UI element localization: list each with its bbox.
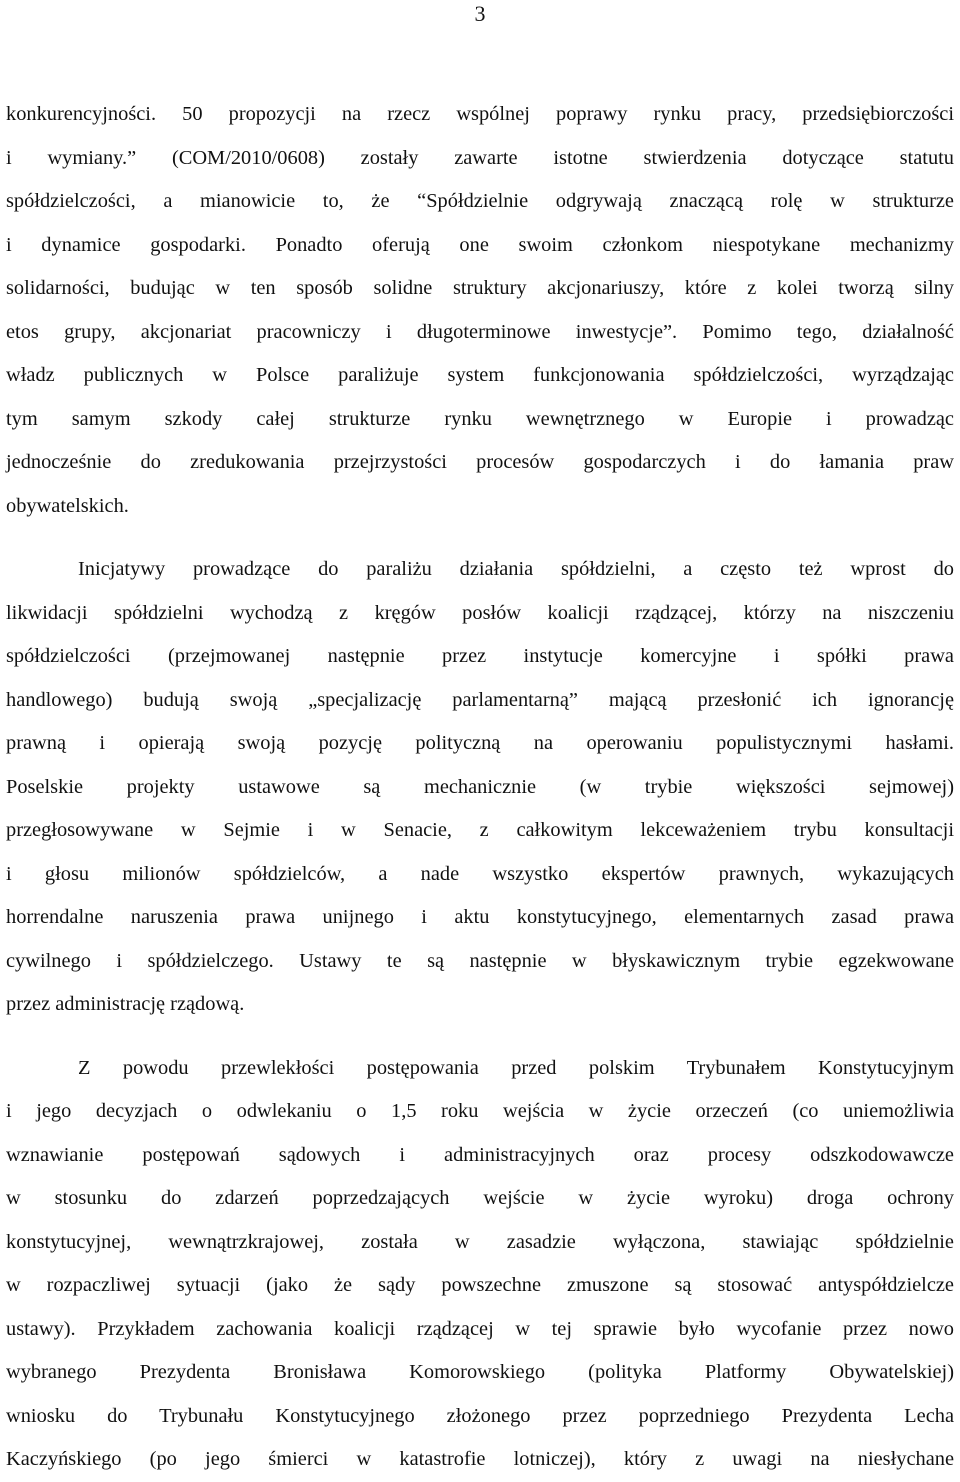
text-line: cywilnego i spółdzielczego. Ustawy te są następnie w błyskawicznym trybie egzekwowane bbox=[6, 949, 954, 972]
text-line: przez administrację rządową. bbox=[6, 993, 245, 1015]
text-line: i dynamice gospodarki. Ponadto oferują one swoim członkom niespotykane mechanizmy bbox=[6, 233, 954, 256]
text-line: obywatelskich. bbox=[6, 494, 129, 517]
text-line: spółdzielczości (przejmowanej następnie przez instytucje komercyjne i spółki prawa bbox=[6, 645, 954, 667]
text-line: jednocześnie do zredukowania przejrzystości procesów gospodarczych i do łamania praw bbox=[6, 451, 954, 473]
text-line: konkurencyjności. 50 propozycji na rzecz wspólnej poprawy rynku pracy, przedsiębiorczości bbox=[6, 103, 954, 125]
text-line: handlowego) budują swoją „specjalizację parlamentarną” mającą przesłonić ich ignorancję bbox=[6, 688, 954, 711]
text-line: solidarności, budując w ten sposób solidne struktury akcjonariuszy, które z kolei tworzą silny bbox=[6, 277, 954, 299]
text-line: ustawy). Przykładem zachowania koalicji rządzącej w tej sprawie było wycofanie przez nowo bbox=[6, 1317, 954, 1340]
text-line: prawną i opierają swoją pozycję polityczną na operowaniu populistycznymi hasłami. bbox=[6, 732, 954, 754]
text-line: Z powodu przewlekłości postępowania przed polskim Trybunałem Konstytucyjnym bbox=[78, 1056, 954, 1079]
text-line: przegłosowywane w Sejmie i w Senacie, z całkowitym lekceważeniem trybu konsultacji bbox=[6, 819, 954, 841]
document-body bbox=[6, 93, 954, 1482]
text-line: spółdzielczości, a mianowicie to, że “Spółdzielnie odgrywają znaczącą rolę w strukturze bbox=[6, 190, 954, 212]
text-line: horrendalne naruszenia prawa unijnego i aktu konstytucyjnego, elementarnych zasad prawa bbox=[6, 906, 954, 928]
text-line: tym samym szkody całej strukturze rynku wewnętrznego w Europie i prowadząc bbox=[6, 407, 954, 430]
text-line: wybranego Prezydenta Bronisława Komorowskiego (polityka Platformy Obywatelskiej) bbox=[6, 1361, 954, 1383]
text-line: Kaczyńskiego (po jego śmierci w katastrofie lotniczej), który z uwagi na niesłychane bbox=[6, 1448, 954, 1470]
text-line: wniosku do Trybunału Konstytucyjnego złożonego przez poprzedniego Prezydenta Lecha bbox=[6, 1404, 954, 1427]
text-line: wznawianie postępowań sądowych i administracyjnych oraz procesy odszkodowawcze bbox=[6, 1143, 954, 1166]
text-line: w stosunku do zdarzeń poprzedzających wejście w życie wyroku) droga ochrony bbox=[6, 1187, 954, 1209]
text-line: i wymiany.” (COM/2010/0608) zostały zawarte istotne stwierdzenia dotyczące statutu bbox=[6, 146, 954, 169]
page-number: 3 bbox=[474, 1, 486, 26]
text-line: w rozpaczliwej sytuacji (jako że sądy powszechne zmuszone są stosować antyspółdzielcze bbox=[6, 1274, 954, 1296]
text-line: i jego decyzjach o odwlekaniu o 1,5 roku wejścia w życie orzeczeń (co uniemożliwia bbox=[6, 1100, 954, 1122]
text-line: etos grupy, akcjonariat pracowniczy i długoterminowe inwestycje”. Pomimo tego, działalność bbox=[6, 320, 954, 343]
text-line: Poselskie projekty ustawowe są mechanicznie (w trybie większości sejmowej) bbox=[6, 775, 954, 798]
paragraph-1 bbox=[6, 93, 954, 528]
paragraph-2 bbox=[6, 548, 954, 1027]
text-line: Inicjatywy prowadzące do paraliżu działania spółdzielni, a często też wprost do bbox=[78, 558, 954, 580]
paragraph-3 bbox=[6, 1047, 954, 1482]
text-line: konstytucyjnej, wewnątrzkrajowej, została w zasadzie wyłączona, stawiając spółdzielnie bbox=[6, 1230, 954, 1253]
text-line: władz publicznych w Polsce paraliżuje system funkcjonowania spółdzielczości, wyrządzając bbox=[6, 364, 954, 386]
text-line: i głosu milionów spółdzielców, a nade wszystko ekspertów prawnych, wykazujących bbox=[6, 862, 954, 885]
text-line: likwidacji spółdzielni wychodzą z kręgów posłów koalicji rządzącej, którzy na niszczeniu bbox=[6, 601, 954, 624]
